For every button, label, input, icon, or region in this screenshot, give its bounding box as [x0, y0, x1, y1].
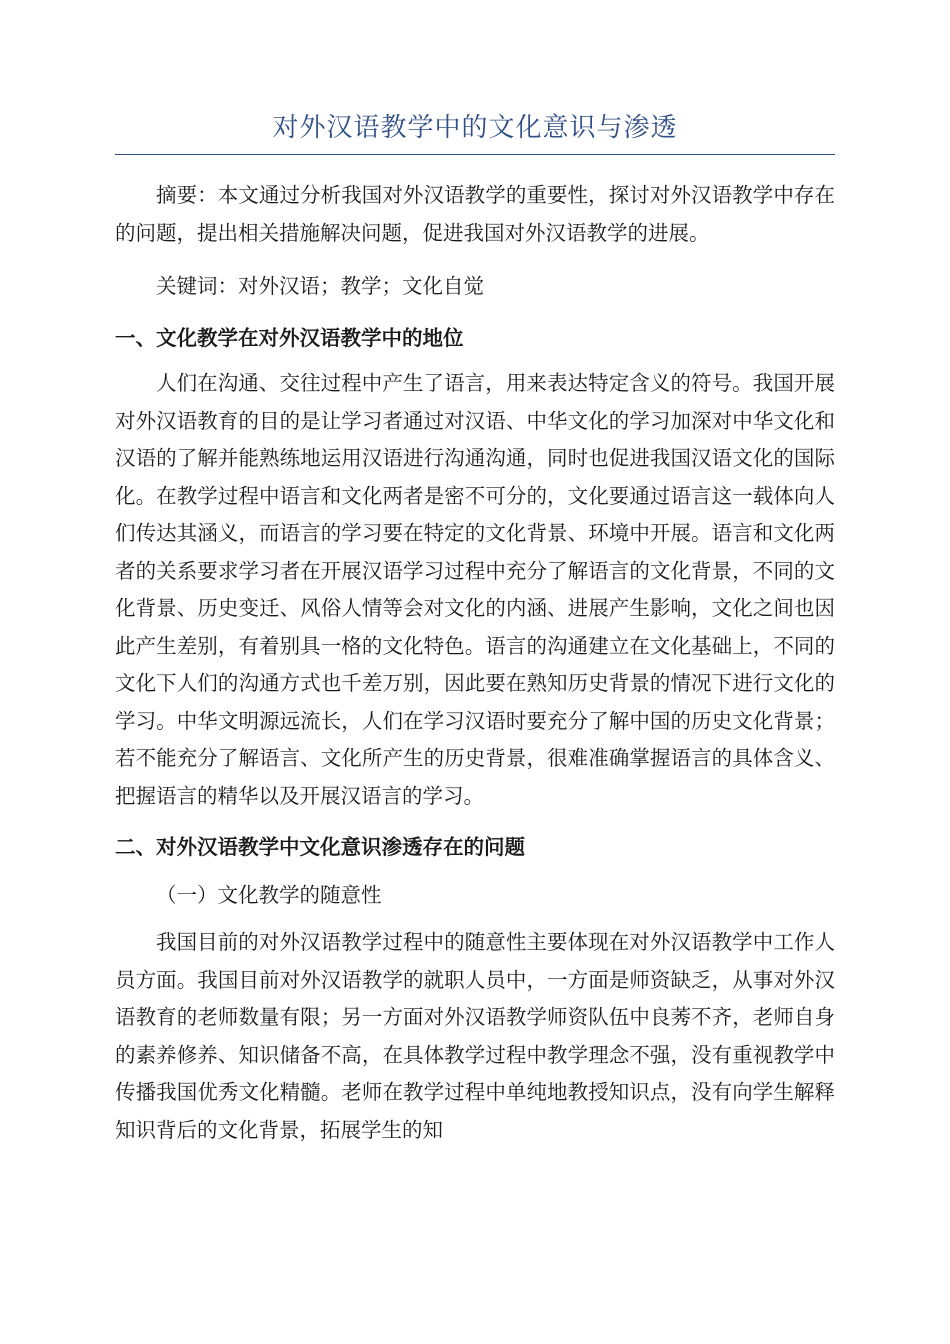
- section-2-heading: 二、对外汉语教学中文化意识渗透存在的问题: [115, 835, 525, 859]
- section-1-paragraph: 人们在沟通、交往过程中产生了语言，用来表达特定含义的符号。我国开展对外汉语教育的目的是让学习者通过对汉语、中华文化的学习加深对中华文化和汉语的了解并能熟练地运用汉语进行沟通沟通，同时也促进我国汉语文化的国际化。在教学过程中语言和文化两者是密不可分的，文化要通过语言这一载体向人们传达其涵义，而语言的学习要在特定的文化背景、环境中开展。语言和文化两者的关系要求学习者在开展汉语学习过程中充分了解语言的文化背景，不同的文化背景、历史变迁、风俗人情等会对文化的内涵、进展产生影响，文化之间也因此产生差别，有着别具一格的文化特色。语言的沟通建立在文化基础上，不同的文化下人们的沟通方式也千差万别，因此要在熟知历史背景的情况下进行文化的学习。中华文明源远流长，人们在学习汉语时要充分了解中国的历史文化背景；若不能充分了解语言、文化所产生的历史背景，很难准确掌握语言的具体含义、把握语言的精华以及开展汉语言的学习。: [115, 371, 835, 808]
- section-1-heading: 一、文化教学在对外汉语教学中的地位: [115, 325, 464, 350]
- document-page: [115, 108, 835, 1149]
- section-2-subheading: （一）文化教学的随意性: [156, 882, 382, 907]
- section-2-paragraph: 我国目前的对外汉语教学过程中的随意性主要体现在对外汉语教学中工作人员方面。我国目前对外汉语教学的就职人员中，一方面是师资缺乏，从事对外汉语教育的老师数量有限；另一方面对外汉语教学师资队伍中良莠不齐，老师自身的素养修养、知识储备不高，在具体教学过程中教学理念不强，没有重视教学中传播我国优秀文化精髓。老师在教学过程中单纯地教授知识点，没有向学生解释知识背后的文化背景，拓展学生的知: [115, 930, 835, 1142]
- document-title: 对外汉语教学中的文化意识与渗透: [115, 108, 835, 155]
- keywords-line: 关键词：对外汉语；教学；文化自觉: [156, 274, 484, 298]
- abstract-paragraph: 摘要：本文通过分析我国对外汉语教学的重要性，探讨对外汉语教学中存在的问题，提出相关措施解决问题，促进我国对外汉语教学的进展。: [115, 183, 835, 245]
